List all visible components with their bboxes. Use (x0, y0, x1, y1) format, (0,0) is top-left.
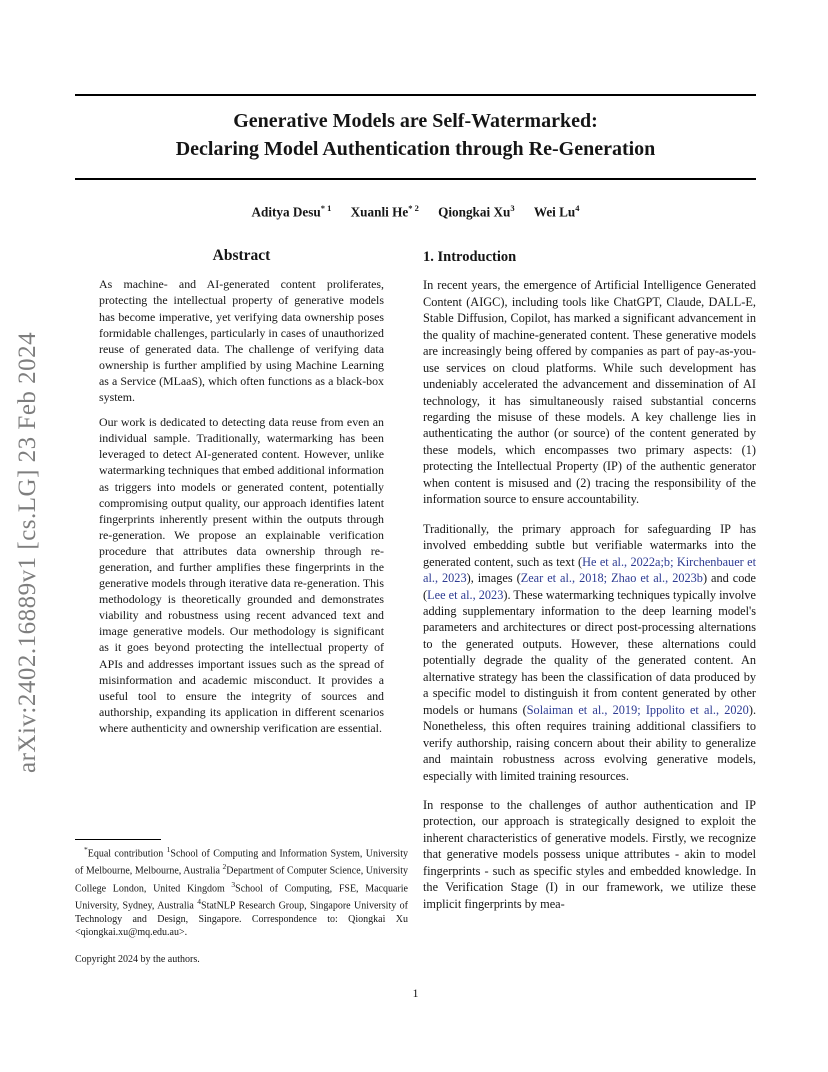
author-affiliation-sup: * 2 (408, 203, 419, 213)
author-name: Wei Lu (533, 204, 576, 220)
introduction-heading: 1. Introduction (423, 249, 517, 266)
left-column (75, 247, 408, 965)
paper-title-line1: Generative Models are Self-Watermarked: (233, 110, 598, 132)
header-rule-top (75, 94, 756, 96)
footnote-sup-star: * (84, 844, 88, 854)
right-column (423, 247, 756, 965)
abstract-paragraph-1: As machine- and AI-generated content proliferates, protecting the intellectual property of generative models has become imperative, yet verifying data ownership poses formidable challenges, particularly in cases of unauthorized reuse of generated data. The challenge of verifying data ownership is further amplified by using Machine Learning as a Service (MLaaS), which often functions as a black-box system. (99, 277, 384, 405)
author-name: Xuanli He (350, 204, 409, 220)
author-affiliation-sup: 3 (510, 203, 515, 213)
footnote-segment: School of Computing, FSE, Macquarie University, Sydney, Australia (75, 883, 408, 912)
footnote-sup-4: 4 (197, 897, 202, 907)
paper-title-line2: Declaring Model Authentication through Re-Generation (175, 137, 656, 160)
abstract-heading: Abstract (212, 247, 271, 265)
two-column-body (75, 247, 756, 965)
paper-title (75, 108, 756, 163)
paragraph-text: ) and code ( (423, 571, 756, 602)
citation-link[interactable]: He et al., 2022a;b; Kirchenbauer et al., 2023 (423, 554, 756, 586)
footnote-segment: StatNLP Research Group, Singapore University of Technology and Design, Singapore. Correspondence to: Qiongkai Xu <qiongkai.xu@mq.edu.au>. (75, 900, 408, 939)
arxiv-watermark: arXiv:2402.16889v1 [cs.LG] 23 Feb 2024 (14, 331, 41, 773)
footnote-segment: Department of Computer Science, University College London, United Kingdom (75, 865, 408, 895)
page-number: 1 (412, 986, 419, 1000)
authors-row (75, 203, 756, 220)
header-rule-bottom (75, 178, 756, 180)
footnote-segment: School of Computing and Information System, University of Melbourne, Melbourne, Australia (75, 848, 408, 877)
author-affiliation-sup: 4 (575, 203, 580, 213)
paper-content (75, 0, 756, 1072)
footnote-text (75, 843, 408, 940)
author-4 (534, 203, 580, 220)
paragraph-text: Traditionally, the primary approach for safeguarding IP has involved embedding subtle but verifiable watermarks into the generated content, such as text ( (423, 521, 756, 569)
citation-link[interactable]: Lee et al., 2023 (427, 587, 504, 602)
author-1 (251, 203, 331, 220)
paragraph-text: ), images ( (466, 571, 521, 586)
footnote-sup-1: 1 (166, 844, 171, 854)
footnote-block (75, 839, 408, 966)
author-2 (351, 203, 419, 220)
introduction-paragraph-3: In response to the challenges of author authentication and IP protection, our approach is strategically designed to exploit the inherent characteristics of generative models. Firstly, we recognize that generative models possess unique attributes - akin to model fingerprints - such as specific styles and embedded knowledge. In the Verification Stage (I) in our framework, we utilize these implicit fingerprints by mea- (423, 797, 756, 911)
copyright-line: Copyright 2024 by the authors. (75, 954, 200, 966)
citation-link[interactable]: Solaiman et al., 2019; Ippolito et al., 2020 (526, 702, 749, 717)
introduction-paragraph-2 (423, 521, 756, 784)
author-3 (438, 203, 514, 220)
paragraph-text: ). These watermarking techniques typically involve adding supplementary information to the deep learning model's parameters and architectures or direct post-processing alternations to the generated outputs. However, these alternations could potentially degrade the quality of the generated content. An alternative strategy has been the classification of data produced by a specific model to distinguish it from content generated by other models or humans ( (423, 587, 756, 717)
author-name: Qiongkai Xu (438, 204, 511, 220)
footnote-segment: Equal contribution (87, 848, 167, 860)
footnote-rule (75, 839, 161, 840)
paragraph-text: ). Nonetheless, this often requires training additional classifiers to verify authorship, raising concern about their ability to generalize and maintain robustness across evolving generative models, especially with limited training resources. (423, 702, 757, 783)
introduction-paragraph-1: In recent years, the emergence of Artificial Intelligence Generated Content (AIGC), including tools like ChatGPT, Claude, DALL-E, Stable Diffusion, Copilot, has marked a significant advancement in the quality of machine-generated content. These generative models are increasingly being offered by companies as part of pay-as-you-use services on cloud platforms. While such development has undeniably accelerated the advancement and dissemination of AI technology, it has simultaneously raised substantial concerns regarding the misuse of these models. A key challenge lies in authenticating the author (or source) of the content generated by these models, which encompasses two primary aspects: (1) protecting the Intellectual Property (IP) of the authentic generator when content is misused and (2) tracing the responsibility of the information source to ensure accountability. (423, 278, 756, 507)
abstract-paragraph-2: Our work is dedicated to detecting data reuse from even an individual sample. Traditionally, watermarking has been leveraged to detect AI-generated content. However, unlike watermarking techniques that embed additional information as triggers into models or generated content, potentially compromising output quality, our approach identifies latent fingerprints inherently present within the outputs through re-generation. We propose an explainable verification procedure that attributes data ownership through re-generation, and further amplifies these fingerprints in the generative models through iterative data re-generation. This methodology is theoretically grounded and demonstrates viability and robustness using recent advanced text and image generative models. Our methodology is significant as it goes beyond protecting the intellectual property of APIs and addresses important issues such as the spread of misinformation and academic misconduct. It provides a useful tool to ensure the integrity of sources and authorship, expanding its application in different scenarios where authenticity and ownership verification are essential. (99, 415, 384, 735)
author-affiliation-sup: * 1 (320, 203, 332, 213)
footnote-sup-3: 3 (231, 879, 236, 889)
citation-link[interactable]: Zear et al., 2018; Zhao et al., 2023b (520, 571, 703, 586)
abstract-body (75, 276, 408, 736)
footnote-sup-2: 2 (222, 862, 227, 872)
author-name: Aditya Desu (251, 204, 321, 220)
